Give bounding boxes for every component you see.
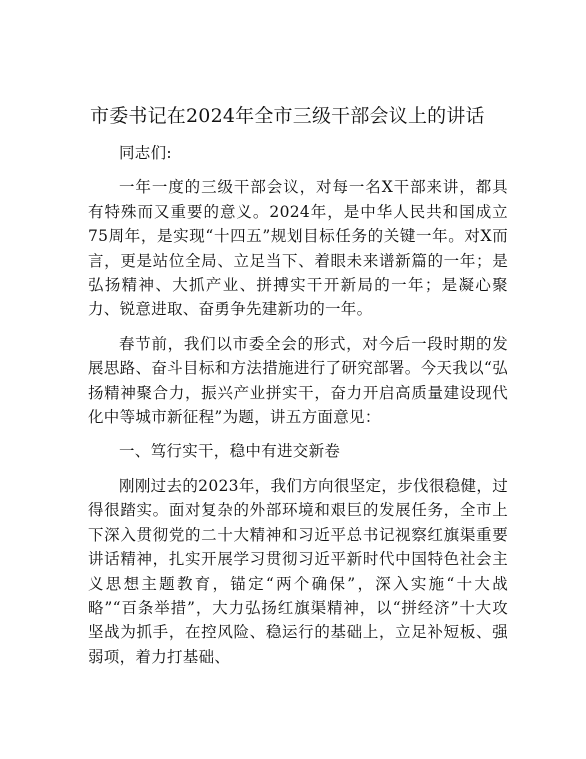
section-heading-1: 一、笃行实干，稳中有进交新卷 [119,442,341,461]
salutation: 同志们: [119,144,172,162]
document-title: 市委书记在2024年全市三级干部会议上的讲话 [90,105,485,127]
document-body [88,141,508,679]
paragraph-opening: 一年一度的三级干部会议，对每一名X干部来讲，都具有特殊而又重要的意义。2024年，是中华人民共和国成立75周年，是实现“十四五”规划目标任务的关键一年。对X而言，更是站位全局、立足当下、着眼未来谱新篇的一年；是弘扬精神、大抓产业、拼搏实干开新局的一年；是凝心聚力、锐意进取、奋勇争先建新功的一年。 [88,178,508,319]
paragraph-outline: 春节前，我们以市委全会的形式，对今后一段时期的发展思路、奋斗目标和方法措施进行了研究部署。今天我以“弘扬精神聚合力，振兴产业拼实干，奋力开启高质量建设现代化中等城市新征程”为题，讲五方面意见： [88,334,508,427]
paragraph-review-2023: 刚刚过去的2023年，我们方向很坚定，步伐很稳健，过得很踏实。面对复杂的外部环境和艰巨的发展任务，全市上下深入贯彻党的二十大精神和习近平总书记视察红旗渠重要讲话精神，扎实开展学习贯彻习近平新时代中国特色社会主义思想主题教育，锚定“两个确保”，深入实施“十大战略”“百条举措”，大力弘扬红旗渠精神，以“拼经济”十大攻坚战为抓手，在控风险、稳运行的基础上，立足补短板、强弱项，着力打基础、 [88,476,508,666]
